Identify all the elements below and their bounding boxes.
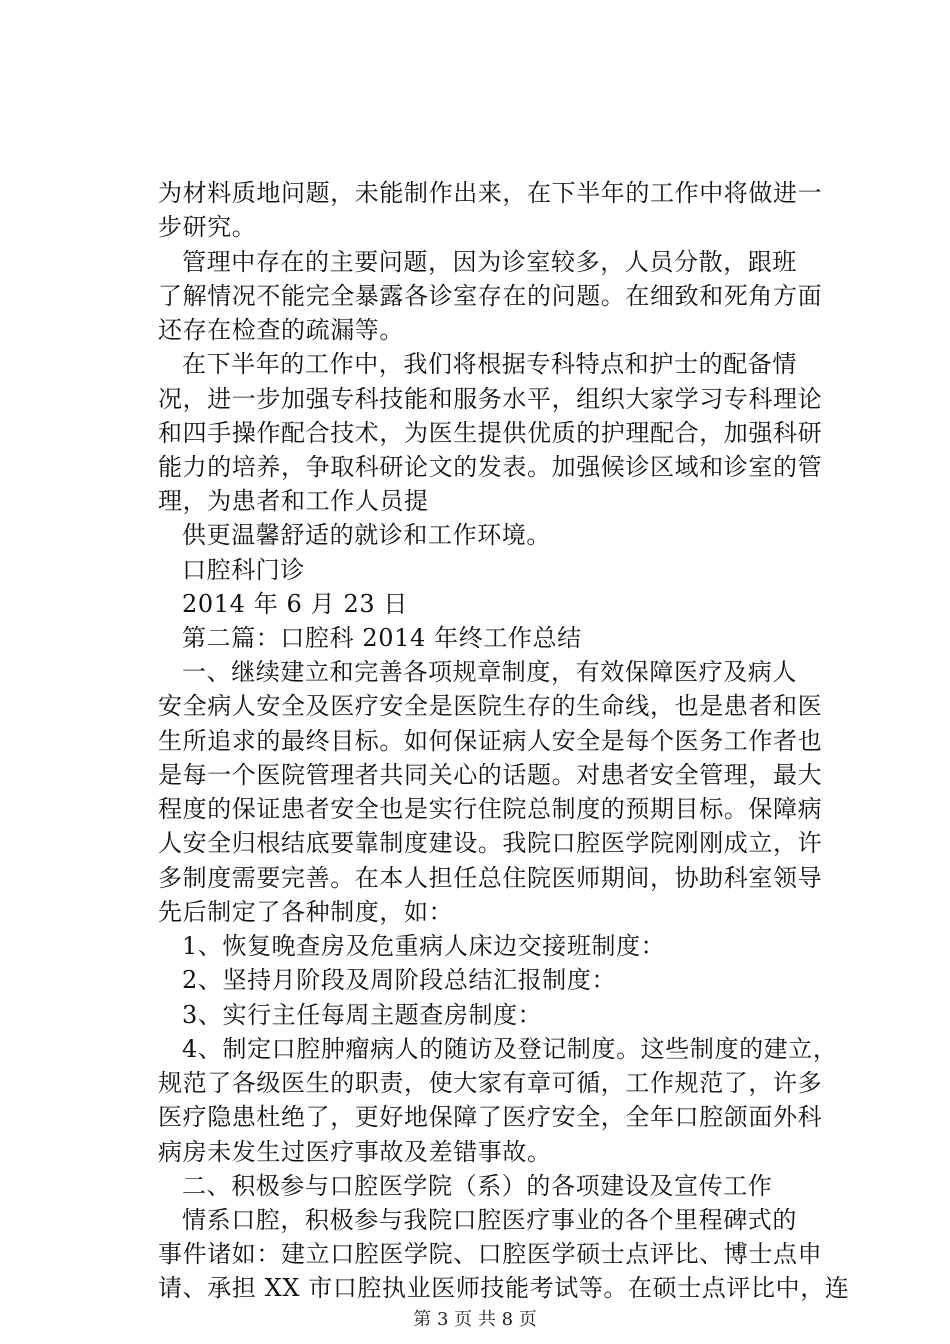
text-line: 步研究。 — [158, 213, 257, 241]
text-line: 请、承担 XX 市口腔执业医师技能考试等。在硕士点评比中，连 — [158, 1274, 850, 1302]
text-line: 事件诸如：建立口腔医学院、口腔医学硕士点评比、博士点申 — [158, 1240, 823, 1268]
list-item: 1、恢复晚查房及危重病人床边交接班制度： — [182, 932, 666, 960]
text-line: 理，为患者和工作人员提 — [158, 487, 429, 515]
text-line: 人安全归根结底要靠制度建设。我院口腔医学院刚刚成立，许 — [158, 829, 823, 857]
text-line: 病房未发生过医疗事故及差错事故。 — [158, 1138, 552, 1166]
text-line: 安全病人安全及医疗安全是医院生存的生命线，也是患者和医 — [158, 692, 823, 720]
list-item: 3、实行主任每周主题查房制度： — [182, 1001, 543, 1029]
signature-dept: 口腔科门诊 — [182, 556, 305, 584]
text-line: 况，进一步加强专科技能和服务水平，组织大家学习专科理论 — [158, 385, 823, 413]
section-heading: 二、积极参与口腔医学院（系）的各项建设及宣传工作 — [182, 1172, 773, 1200]
text-line: 多制度需要完善。在本人担任总住院医师期间，协助科室领导 — [158, 864, 823, 892]
list-item: 2、坚持月阶段及周阶段总结汇报制度： — [182, 966, 617, 994]
text-line: 是每一个医院管理者共同关心的话题。对患者安全管理，最大 — [158, 761, 823, 789]
text-line: 生所追求的最终目标。如何保证病人安全是每个医务工作者也 — [158, 727, 823, 755]
text-line: 为材料质地问题，未能制作出来，在下半年的工作中将做进一 — [158, 179, 823, 207]
text-line: 管理中存在的主要问题，因为诊室较多，人员分散，跟班 — [182, 248, 797, 276]
text-line: 一、继续建立和完善各项规章制度，有效保障医疗及病人 — [182, 658, 797, 686]
text-line: 了解情况不能完全暴露各诊室存在的问题。在细致和死角方面 — [158, 282, 823, 310]
text-line: 情系口腔，积极参与我院口腔医疗事业的各个里程碑式的 — [182, 1206, 797, 1234]
text-line: 和四手操作配合技术，为医生提供优质的护理配合，加强科研 — [158, 419, 823, 447]
text-line: 还存在检查的疏漏等。 — [158, 316, 404, 344]
text-line: 医疗隐患杜绝了，更好地保障了医疗安全，全年口腔颌面外科 — [158, 1103, 823, 1131]
text-line: 规范了各级医生的职责，使大家有章可循，工作规范了，许多 — [158, 1069, 823, 1097]
section-heading: 第二篇：口腔科 2014 年终工作总结 — [182, 624, 582, 652]
text-line: 先后制定了各种制度，如： — [158, 898, 454, 926]
page-footer: 第 3 页 共 8 页 — [413, 1309, 537, 1330]
text-line: 供更温馨舒适的就诊和工作环境。 — [182, 521, 551, 549]
list-item: 4、制定口腔肿瘤病人的随访及登记制度。这些制度的建立， — [182, 1035, 838, 1063]
signature-date: 2014 年 6 月 23 日 — [182, 590, 409, 618]
text-line: 在下半年的工作中，我们将根据专科特点和护士的配备情 — [182, 350, 797, 378]
text-line: 能力的培养，争取科研论文的发表。加强候诊区域和诊室的管 — [158, 453, 823, 481]
text-line: 程度的保证患者安全也是实行住院总制度的预期目标。保障病 — [158, 795, 823, 823]
